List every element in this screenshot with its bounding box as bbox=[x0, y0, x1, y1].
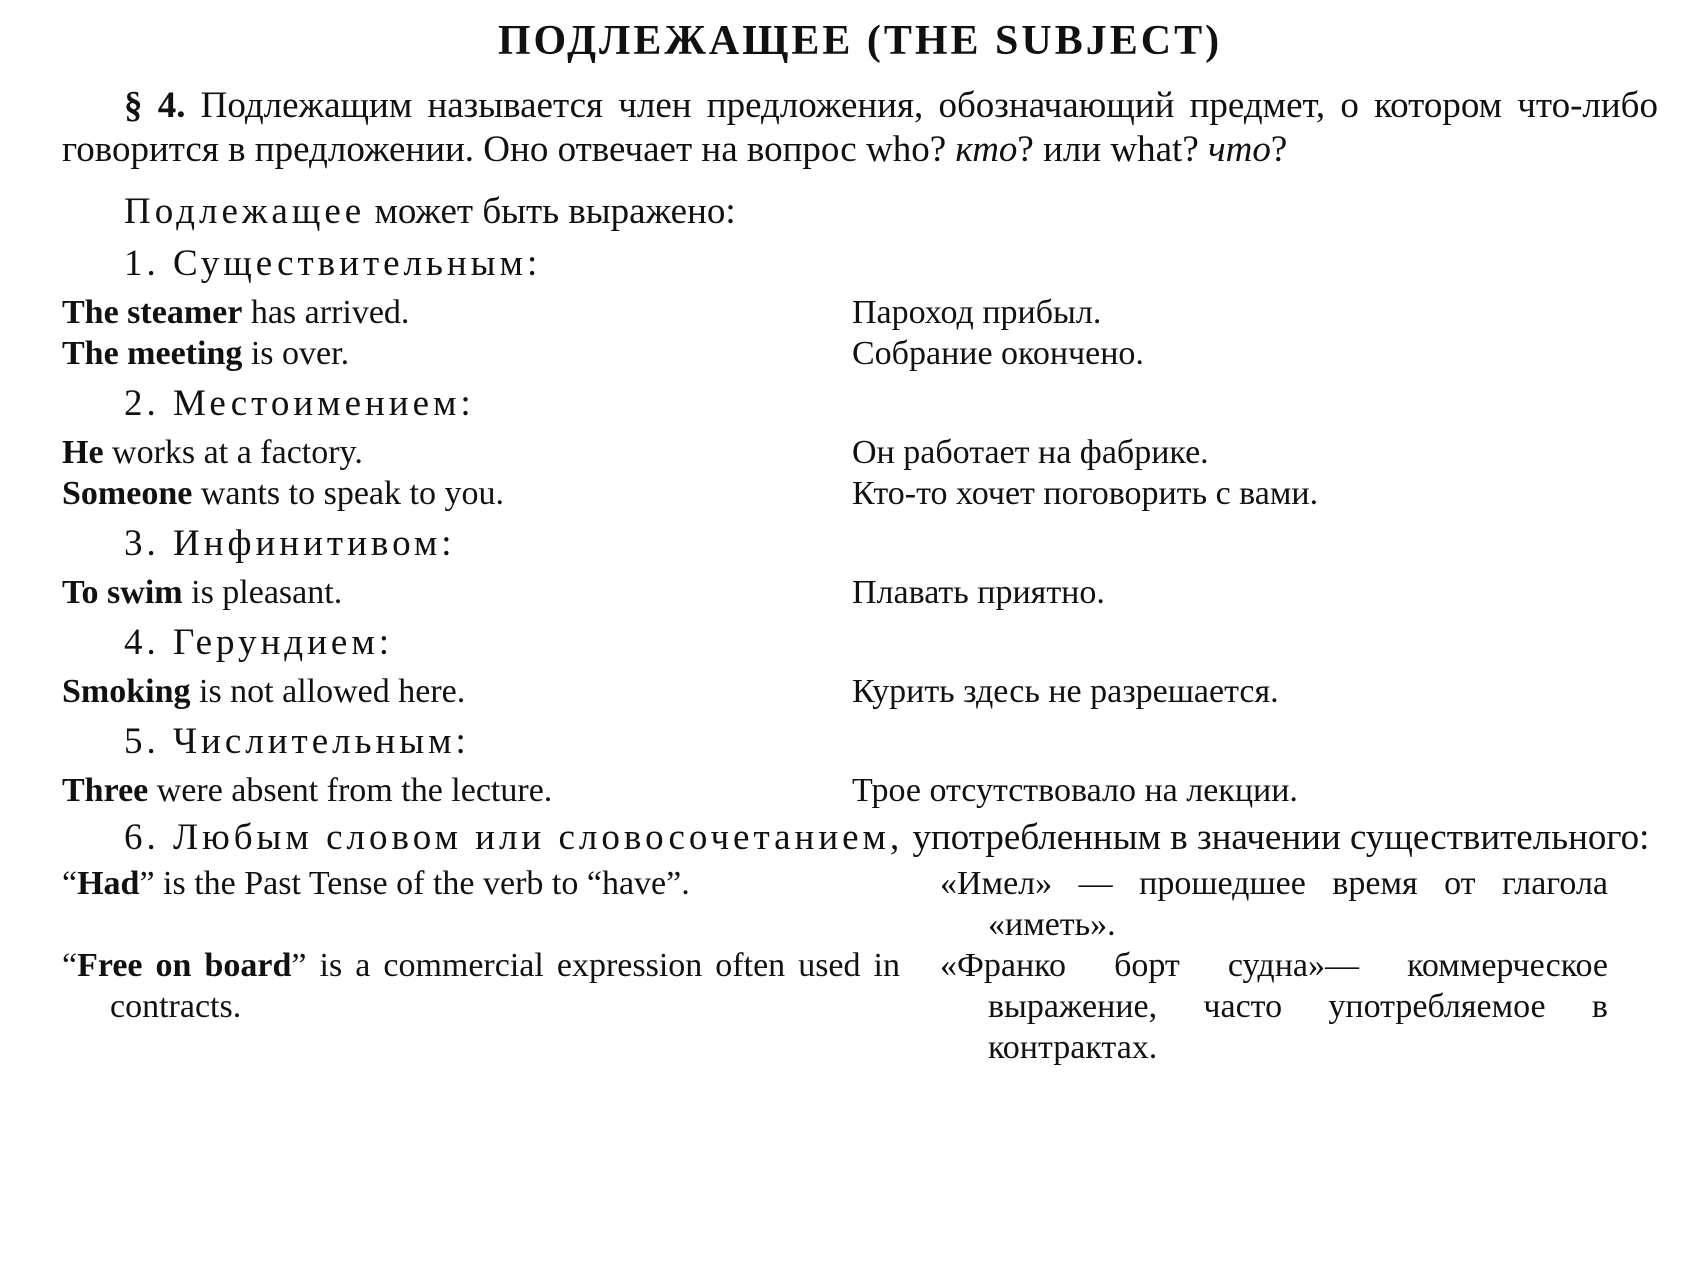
definition-text-1: Подлежащим называется член предложения, обозначающий предмет, о котором что-либо говорится в предложении. Оно отвечает на вопрос who? bbox=[62, 85, 1658, 170]
intro-rest: может быть выражено: bbox=[365, 191, 736, 232]
definition-kto: кто bbox=[955, 129, 1018, 170]
category-label-spaced: 6. Любым словом или словосочетанием, bbox=[124, 817, 904, 858]
example-rest: ” is a commercial expression often used in contracts. bbox=[110, 947, 900, 1025]
example-row bbox=[62, 473, 1658, 514]
example-english bbox=[62, 671, 852, 712]
category-heading bbox=[62, 718, 1658, 766]
example-russian: Он работает на фабрике. bbox=[852, 434, 1209, 471]
subject-word: The steamer bbox=[62, 294, 243, 331]
example-rest: wants to speak to you. bbox=[192, 475, 504, 512]
example-row bbox=[62, 770, 1658, 811]
example-russian: Плавать приятно. bbox=[852, 574, 1105, 611]
example-rest: is over. bbox=[242, 335, 350, 372]
example-rest: were absent from the lecture. bbox=[148, 772, 553, 809]
subject-word: Three bbox=[62, 772, 149, 809]
category-heading bbox=[62, 520, 1658, 568]
category-label: 2. Местоимением: bbox=[124, 383, 475, 424]
category-heading bbox=[62, 817, 1658, 859]
example-row bbox=[62, 292, 1658, 333]
example-rest: has arrived. bbox=[242, 294, 410, 331]
intro-line bbox=[62, 190, 1658, 234]
example-row bbox=[62, 863, 1658, 945]
intro-spaced-word: Подлежащее bbox=[124, 191, 366, 232]
example-english bbox=[62, 292, 852, 333]
category-heading bbox=[62, 380, 1658, 428]
example-english bbox=[62, 333, 852, 374]
example-english bbox=[62, 572, 852, 613]
example-russian: Собрание окончено. bbox=[852, 335, 1144, 372]
category-heading bbox=[62, 240, 1658, 288]
example-russian: «Имел» — прошедшее время от глагола «иметь». bbox=[940, 865, 1608, 943]
definition-paragraph bbox=[62, 84, 1658, 172]
example-russian: «Франко борт судна»— коммерческое выражение, часто употребляемое в контрактах. bbox=[940, 947, 1608, 1066]
subject-word: Smoking bbox=[62, 673, 191, 710]
open-quote: “ bbox=[62, 865, 78, 902]
example-russian: Кто-то хочет поговорить с вами. bbox=[852, 475, 1319, 512]
definition-text-3: ? bbox=[1270, 129, 1288, 170]
example-row bbox=[62, 432, 1658, 473]
example-english bbox=[62, 473, 852, 514]
page-title: ПОДЛЕЖАЩЕЕ (THE SUBJECT) bbox=[497, 18, 1223, 64]
category-label: 3. Инфинитивом: bbox=[124, 523, 456, 564]
subject-word: Had bbox=[77, 865, 140, 902]
example-english bbox=[62, 770, 852, 811]
subject-word: He bbox=[62, 434, 104, 471]
subject-word: To swim bbox=[62, 574, 183, 611]
example-russian: Трое отсутствовало на лекции. bbox=[852, 772, 1298, 809]
example-russian: Курить здесь не разрешается. bbox=[852, 673, 1279, 710]
example-english bbox=[62, 945, 940, 1068]
example-row bbox=[62, 333, 1658, 374]
category-label-rest: употребленным в значении существительного: bbox=[903, 817, 1650, 858]
example-english bbox=[62, 863, 940, 945]
definition-text-2: ? или what? bbox=[1017, 129, 1209, 170]
category-heading bbox=[62, 619, 1658, 667]
category-label: 1. Существительным: bbox=[124, 243, 542, 284]
example-row bbox=[62, 572, 1658, 613]
subject-word: Someone bbox=[62, 475, 193, 512]
category-label: 5. Числительным: bbox=[124, 721, 470, 762]
category-label: 4. Герундием: bbox=[124, 622, 394, 663]
example-rest: is not allowed here. bbox=[190, 673, 466, 710]
document-page bbox=[62, 14, 1658, 1068]
definition-chto: что bbox=[1208, 129, 1271, 170]
section-number: § 4. bbox=[124, 85, 186, 126]
example-row bbox=[62, 671, 1658, 712]
example-rest: is pleasant. bbox=[182, 574, 343, 611]
open-quote: “ bbox=[62, 947, 78, 984]
example-rest: ” is the Past Tense of the verb to “have”. bbox=[139, 865, 690, 902]
example-row bbox=[62, 945, 1658, 1068]
example-english bbox=[62, 432, 852, 473]
subject-word: Free on board bbox=[77, 947, 292, 984]
example-russian: Пароход прибыл. bbox=[852, 294, 1102, 331]
example-rest: works at a factory. bbox=[103, 434, 363, 471]
subject-word: The meeting bbox=[62, 335, 243, 372]
